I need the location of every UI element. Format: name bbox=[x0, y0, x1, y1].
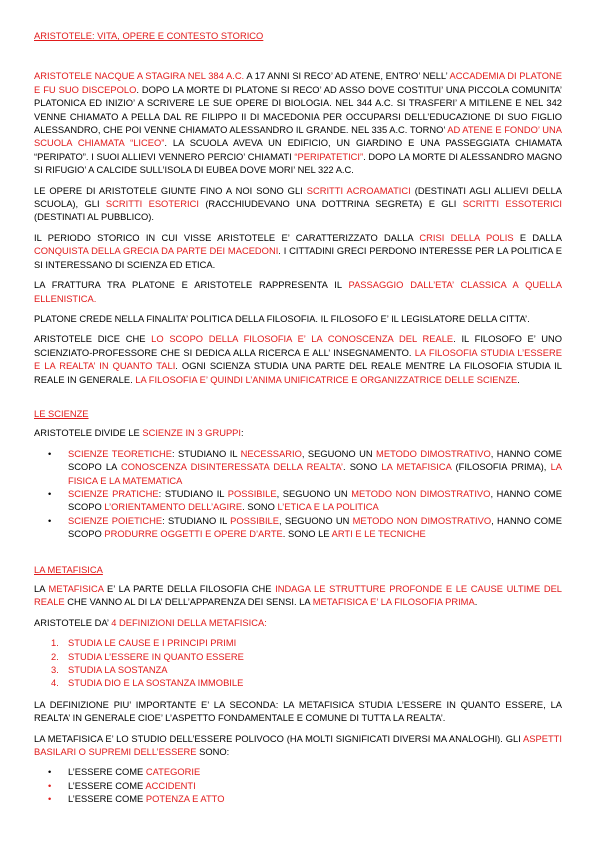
text-span: (FILOSOFIA PRIMA), bbox=[451, 462, 551, 473]
text-span: POTENZA E ATTO bbox=[145, 794, 225, 805]
text-span: STUDIA DIO E LA SOSTANZA IMMOBILE bbox=[68, 678, 244, 689]
text-span: IL PERIODO STORICO IN CUI VISSE ARISTOTELE E’ CARATTERIZZATO DALLA bbox=[34, 232, 420, 243]
text-span: . SONO bbox=[242, 502, 278, 513]
text-span: METODO NON DIMOSTRATIVO bbox=[351, 488, 491, 499]
text-span: PASSAGGIO DALL’ETA’ CLASSICA A QUELLA ELLENISTICA. bbox=[34, 280, 562, 304]
list-number: 4. bbox=[51, 678, 59, 689]
text-span: , HANNO COME SCOPO bbox=[68, 515, 563, 540]
list-item-definizione bbox=[51, 651, 562, 664]
text-span: CHE VANNO AL DI LA’ DELL’APPARENZA DEI SENSI. LA bbox=[64, 597, 313, 608]
text-span: . I CITTADINI GRECI PERDONO INTERESSE PER LA POLITICA E SI INTERESSANO DI SCIENZA ED ETICA. bbox=[34, 246, 562, 270]
list-item-scienze-pratiche bbox=[68, 488, 562, 515]
text-span: ARISTOTELE DA’ bbox=[34, 617, 112, 628]
text-span: SCRITTI ACROAMATICI bbox=[306, 185, 411, 196]
text-span: L’ORIENTAMENTO DELL’AGIRE bbox=[104, 502, 243, 513]
text-span: : bbox=[241, 428, 244, 439]
text-span: : STUDIANO IL bbox=[158, 488, 228, 499]
section-heading-scienze: LE SCIENZE bbox=[34, 408, 89, 419]
list-number: 2. bbox=[51, 651, 59, 662]
text-span: METAFISICA E’ LA FILOSOFIA PRIMA bbox=[312, 597, 475, 608]
aspetti-list bbox=[34, 766, 562, 806]
text-span: CONOSCENZA DISINTERESSATA DELLA REALTA’ bbox=[121, 462, 343, 473]
paragraph-scopo-filosofia bbox=[34, 333, 562, 387]
text-span: SCRITTI ESOTERICI bbox=[105, 199, 199, 210]
text-span: 4 DEFINIZIONI DELLA METAFISICA: bbox=[111, 617, 267, 628]
text-span: LA bbox=[34, 584, 49, 594]
text-span: L’ESSERE COME bbox=[68, 767, 146, 778]
text-span: LA METAFISICA E’ LO STUDIO DELL’ESSERE POLIVOCO (HA MOLTI SIGNIFICATI DIVERSI MA ANALOGHI). GLI bbox=[34, 733, 524, 744]
text-span: CONQUISTA DELLA GRECIA DA PARTE DEI MACEDONI bbox=[34, 246, 279, 257]
text-span: POSSIBILE bbox=[227, 488, 277, 499]
text-span: (DESTINATI AGLI ALLIEVI DELLA SCUOLA), GLI bbox=[34, 185, 563, 210]
text-span: CATEGORIE bbox=[145, 767, 201, 778]
text-span: FILOSOFIA E’ QUINDI L’ANIMA UNIFICATRICE E ORGANIZZATRICE DELLE SCIENZE bbox=[148, 374, 518, 385]
paragraph-essere-polivoco bbox=[34, 733, 562, 760]
text-span: ASPETTI BASILARI O SUPREMI DELL’ESSERE bbox=[34, 733, 562, 758]
text-span: . IL FILOSOFO E’ UNO SCIENZIATO-PROFESSORE CHE SI DEDICA ALLA RICERCA E ALL’ INSEGNAMENTO. bbox=[34, 334, 562, 358]
paragraph-opere bbox=[34, 185, 562, 225]
text-span: , HANNO COME SCOPO LA bbox=[68, 448, 562, 473]
text-span: . DOPO LA MORTE DI ALESSANDRO MAGNO SI RIFUGIO’ A CALCIDE SULL’ISOLA DI EUBEA DOVE MORI’ NEL 322 A.C. bbox=[34, 151, 562, 176]
text-span: , SEGUONO UN bbox=[301, 448, 377, 459]
text-span: LA METAFISICA bbox=[381, 462, 452, 473]
list-item-definizione bbox=[51, 677, 562, 690]
text-span: . SONO bbox=[342, 462, 382, 473]
text-span: POSSIBILE bbox=[230, 515, 279, 526]
text-span: ACCIDENTI bbox=[145, 780, 196, 791]
list-item-definizione bbox=[51, 637, 562, 650]
text-span: ACCADEMIA DI PLATONE E FU SUO DISCEPOLO bbox=[34, 71, 563, 95]
list-item-scienze-teoretiche bbox=[68, 448, 562, 488]
text-span: AD ATENE E FONDO’ UNA SCUOLA CHIAMATA “LICEO” bbox=[34, 125, 562, 149]
text-span: L’ETICA E LA POLITICA bbox=[277, 502, 379, 513]
list-item-scienze-poietiche bbox=[68, 515, 562, 542]
list-item-aspetto bbox=[68, 766, 562, 779]
text-span: “PERIPATETICI” bbox=[294, 151, 364, 162]
text-span: NECESSARIO bbox=[240, 448, 302, 459]
text-span: . DOPO LA MORTE DI PLATONE SI RECO’ AD ASSO DOVE COSTITUI’ UNA PICCOLA COMUNITA’ PLATONICA ED INIZIO’ A SCRIVERE LE SUE OPERE DI BIOLOGIA. NEL 344 A.C. SI TRASFERI’ A MITILENE E NEL 342 VENNE CHIAMATO A PELLA DAL RE FILIPPO II DI MACEDONIA PER OCCUPARSI DELL’EDUCAZIONE DI SUO FIGLIO ALESSANDRO, CHE POI VENNE CHIAMATO ALESSANDRO IL GRANDE. NEL 335 A.C. TORNO’ bbox=[34, 84, 562, 136]
text-span: PRODURRE OGGETTI E OPERE D’ARTE bbox=[104, 529, 283, 540]
text-span: . SONO LE bbox=[282, 529, 332, 540]
text-span: CRISI DELLA POLIS bbox=[419, 232, 514, 243]
paragraph-definizioni-intro bbox=[34, 617, 562, 630]
text-span: . bbox=[474, 597, 478, 608]
text-span: STUDIA LE CAUSE E I PRINCIPI PRIMI bbox=[68, 638, 237, 649]
paragraph-definizione-importante: LA DEFINIZIONE PIU’ IMPORTANTE E’ LA SECONDA: LA METAFISICA STUDIA L’ESSERE IN QUANTO ESSERE, LA REALTA’ IN GENERALE CIOE’ L’ASPETTO FONDAMENTALE E COMUNE DI TUTTA LA REALTA’. bbox=[34, 699, 562, 724]
list-item-aspetto bbox=[68, 793, 562, 806]
text-span: SCIENZE PRATICHE bbox=[68, 488, 159, 499]
paragraph-periodo-storico bbox=[34, 232, 562, 272]
text-span: SCIENZE TEORETICHE bbox=[68, 448, 172, 459]
text-span: : STUDIANO IL bbox=[162, 515, 231, 526]
text-span: STUDIA LA SOSTANZA bbox=[68, 665, 168, 676]
text-span: LA FRATTURA TRA PLATONE E ARISTOTELE RAPPRESENTA IL bbox=[34, 280, 349, 291]
paragraph-frattura bbox=[34, 279, 562, 306]
text-span: E’ LA PARTE DELLA FILOSOFIA CHE bbox=[103, 584, 276, 594]
text-span: , SEGUONO UN bbox=[279, 515, 353, 526]
text-span: , HANNO COME SCOPO bbox=[68, 488, 562, 513]
document-title: ARISTOTELE: VITA, OPERE E CONTESTO STORICO bbox=[34, 31, 264, 41]
text-span: ARTI E LE TECNICHE bbox=[331, 529, 426, 540]
paragraph-scienze-intro bbox=[34, 427, 562, 440]
text-span: SCRITTI ESSOTERICI bbox=[462, 199, 562, 210]
text-span: . OGNI SCIENZA STUDIA UNA PARTE DEL REALE MENTRE LA FILOSOFIA STUDIA IL REALE IN GENERALE. bbox=[34, 361, 562, 385]
text-span: STUDIA L’ESSERE IN QUANTO ESSERE bbox=[68, 651, 244, 662]
text-span: L’ESSERE COME bbox=[68, 794, 146, 805]
text-span: ARISTOTELE DICE CHE bbox=[34, 334, 152, 345]
text-span: LA FILOSOFIA STUDIA L’ESSERE E LA REALTA’ IN QUANTO TALI bbox=[34, 347, 563, 372]
definizioni-list bbox=[34, 637, 562, 691]
list-item-aspetto bbox=[68, 780, 562, 793]
text-span: : STUDIANO IL bbox=[171, 448, 241, 459]
text-span: LA bbox=[135, 374, 149, 385]
section-heading-metafisica: LA METAFISICA bbox=[34, 564, 103, 575]
text-span: ARISTOTELE NACQUE A STAGIRA NEL 384 A.C. bbox=[34, 71, 245, 82]
text-span: A 17 ANNI SI RECO’ AD ATENE, ENTRO’ NELL’ bbox=[244, 71, 450, 82]
scienze-list bbox=[34, 448, 562, 542]
list-number: 1. bbox=[51, 638, 59, 649]
list-number: 3. bbox=[51, 665, 59, 676]
text-span: METODO DIMOSTRATIVO bbox=[376, 448, 491, 459]
text-span: LA FISICA E LA MATEMATICA bbox=[68, 462, 562, 486]
text-span: . bbox=[517, 374, 520, 385]
paragraph-metafisica-def bbox=[34, 583, 562, 610]
text-span: METODO NON DIMOSTRATIVO bbox=[352, 515, 492, 526]
text-span: L’ESSERE COME bbox=[68, 780, 146, 791]
text-span: , SEGUONO UN bbox=[276, 488, 352, 499]
text-span: . LA SCUOLA AVEVA UN EDIFICIO, UN GIARDINO E UNA PASSEGGIATA CHIAMATA “PERIPATO”. I SUOI ALLIEVI VENNERO PERCIO’ CHIAMATI bbox=[34, 138, 562, 162]
text-span: LO SCOPO DELLA FILOSOFIA E’ LA CONOSCENZA DEL REALE bbox=[151, 334, 454, 345]
text-span: ARISTOTELE DIVIDE LE bbox=[34, 428, 143, 439]
text-span: (RACCHIUDEVANO UNA DOTTRINA SEGRETA) E GLI bbox=[198, 199, 463, 210]
text-span: SONO: bbox=[196, 747, 230, 758]
paragraph-platone: PLATONE CREDE NELLA FINALITA’ POLITICA DELLA FILOSOFIA. IL FILOSOFO E’ IL LEGISLATORE DELLA CITTA’. bbox=[34, 313, 530, 324]
text-span: SCIENZE POIETICHE bbox=[68, 515, 163, 526]
text-span: E DALLA bbox=[513, 232, 562, 243]
text-span: INDAGA LE STRUTTURE PROFONDE E LE CAUSE ULTIME DEL REALE bbox=[34, 584, 562, 608]
text-span: LE OPERE DI ARISTOTELE GIUNTE FINO A NOI SONO GLI bbox=[34, 185, 307, 196]
list-item-definizione bbox=[51, 664, 562, 677]
text-span: METAFISICA bbox=[48, 584, 104, 594]
paragraph-vita bbox=[34, 70, 562, 177]
text-span: SCIENZE IN 3 GRUPPI bbox=[142, 428, 242, 439]
text-span: (DESTINATI AL PUBBLICO). bbox=[34, 212, 154, 223]
